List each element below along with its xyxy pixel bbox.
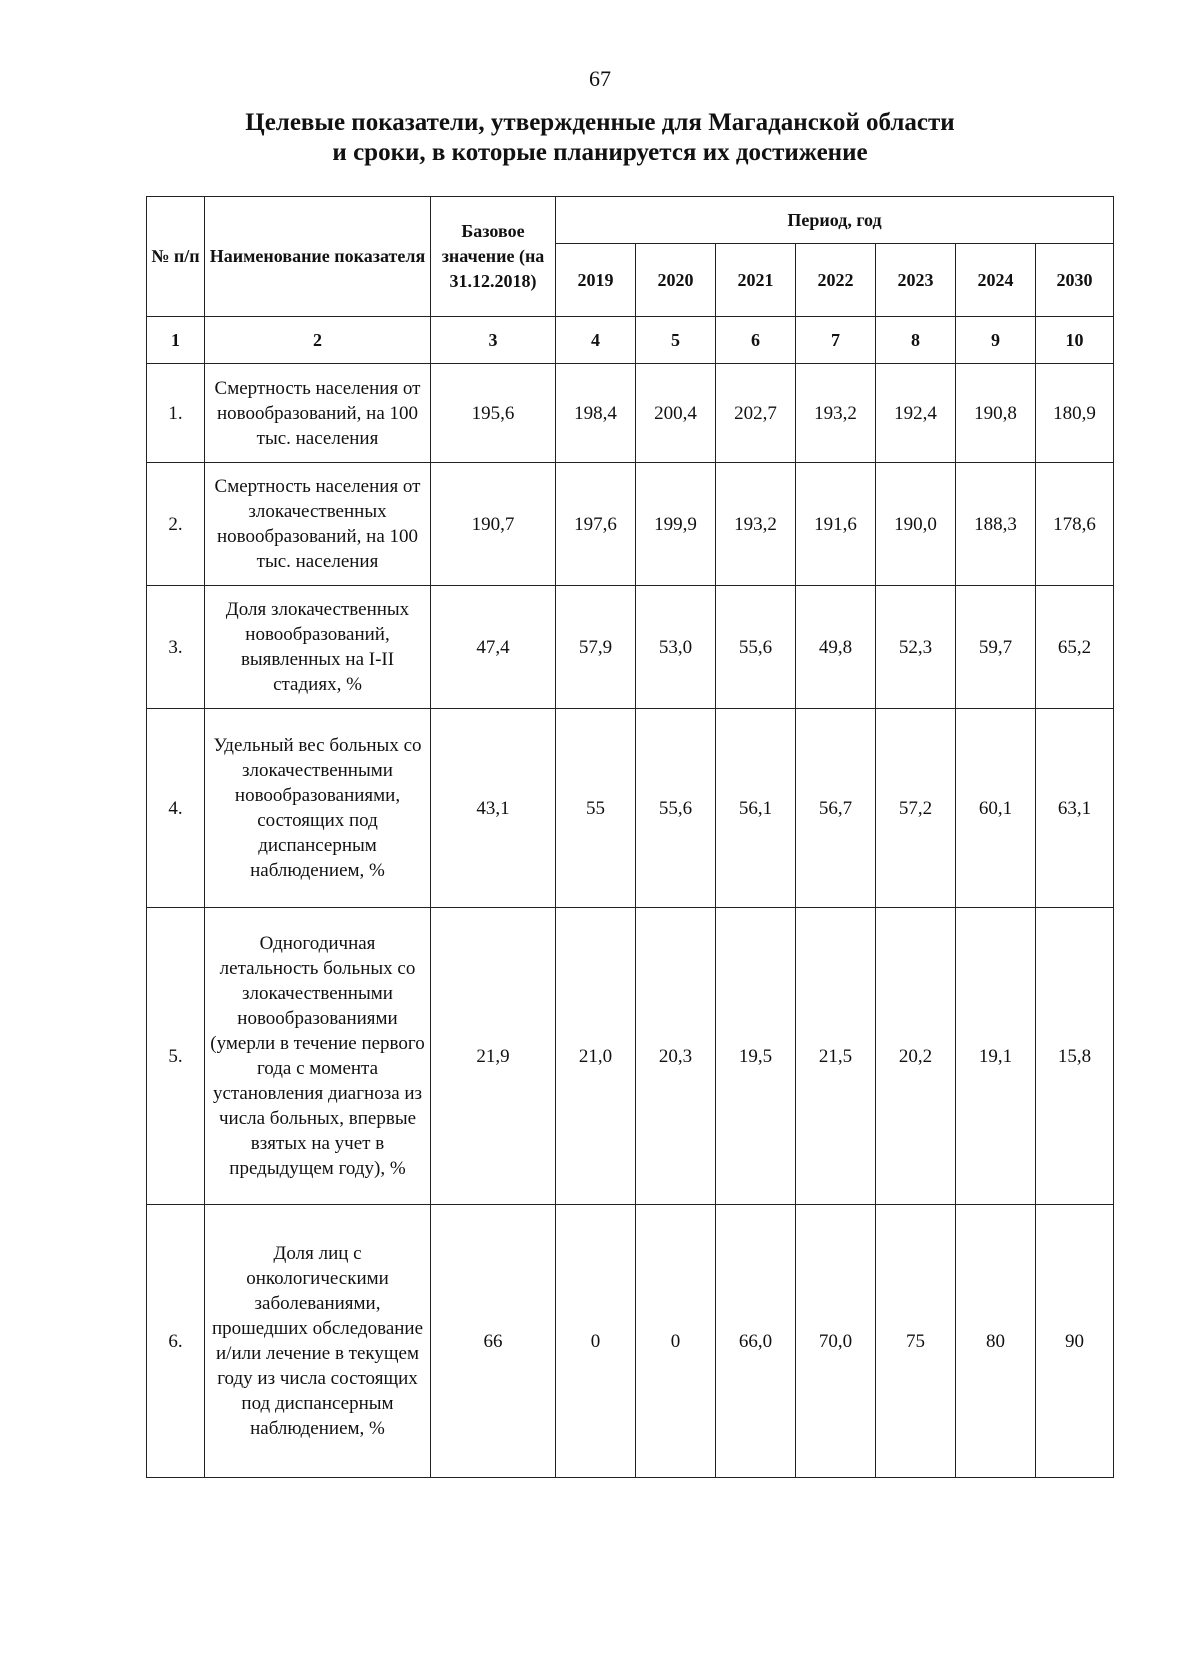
table-row — [147, 586, 1114, 709]
indicator-name: Удельный вес больных со злокачественными новообразованиями, состоящих под диспансерным наблюдением, % — [205, 709, 431, 908]
indicators-table — [146, 196, 1114, 1478]
header-year: 2023 — [876, 244, 956, 317]
table-row — [147, 709, 1114, 908]
row-number: 2. — [147, 463, 205, 586]
column-number: 1 — [147, 317, 205, 364]
year-value: 178,6 — [1036, 463, 1114, 586]
year-value: 21,5 — [796, 908, 876, 1205]
year-value: 20,2 — [876, 908, 956, 1205]
year-value: 60,1 — [956, 709, 1036, 908]
header-year: 2020 — [636, 244, 716, 317]
year-value: 199,9 — [636, 463, 716, 586]
table-row — [147, 908, 1114, 1205]
year-value: 66,0 — [716, 1205, 796, 1478]
year-value: 191,6 — [796, 463, 876, 586]
column-number: 3 — [431, 317, 556, 364]
indicator-name: Смертность населения от злокачественных новообразований, на 100 тыс. населения — [205, 463, 431, 586]
base-value: 47,4 — [431, 586, 556, 709]
header-year: 2019 — [556, 244, 636, 317]
column-number: 8 — [876, 317, 956, 364]
header-year: 2024 — [956, 244, 1036, 317]
header-year: 2030 — [1036, 244, 1114, 317]
title-line-2: и сроки, в которые планируется их достижение — [332, 139, 868, 166]
column-number: 7 — [796, 317, 876, 364]
year-value: 53,0 — [636, 586, 716, 709]
column-number: 2 — [205, 317, 431, 364]
year-value: 56,1 — [716, 709, 796, 908]
year-value: 57,2 — [876, 709, 956, 908]
year-value: 52,3 — [876, 586, 956, 709]
year-value: 65,2 — [1036, 586, 1114, 709]
year-value: 90 — [1036, 1205, 1114, 1478]
year-value: 0 — [636, 1205, 716, 1478]
row-number: 6. — [147, 1205, 205, 1478]
year-value: 70,0 — [796, 1205, 876, 1478]
year-value: 190,8 — [956, 364, 1036, 463]
row-number: 3. — [147, 586, 205, 709]
indicator-name: Доля лиц с онкологическими заболеваниями, прошедших обследование и/или лечение в текущем году из числа состоящих под диспансерным наблюдением, % — [205, 1205, 431, 1478]
year-value: 75 — [876, 1205, 956, 1478]
year-value: 49,8 — [796, 586, 876, 709]
page-number: 67 — [589, 66, 611, 91]
title-line-1: Целевые показатели, утвержденные для Магаданской области — [245, 109, 955, 136]
column-number: 9 — [956, 317, 1036, 364]
base-value: 190,7 — [431, 463, 556, 586]
base-value: 21,9 — [431, 908, 556, 1205]
year-value: 193,2 — [716, 463, 796, 586]
column-number: 4 — [556, 317, 636, 364]
year-value: 55,6 — [716, 586, 796, 709]
indicator-name: Доля злокачественных новообразований, выявленных на I-II стадиях, % — [205, 586, 431, 709]
header-period: Период, год — [556, 197, 1114, 244]
header-base: Базовое значение (на 31.12.2018) — [431, 197, 556, 317]
base-value: 43,1 — [431, 709, 556, 908]
year-value: 20,3 — [636, 908, 716, 1205]
year-value: 80 — [956, 1205, 1036, 1478]
year-value: 19,1 — [956, 908, 1036, 1205]
table-row — [147, 364, 1114, 463]
table-row — [147, 463, 1114, 586]
page-title — [0, 108, 1200, 168]
year-value: 188,3 — [956, 463, 1036, 586]
year-value: 190,0 — [876, 463, 956, 586]
year-value: 63,1 — [1036, 709, 1114, 908]
base-value: 66 — [431, 1205, 556, 1478]
year-value: 59,7 — [956, 586, 1036, 709]
year-value: 55 — [556, 709, 636, 908]
header-name: Наименование показателя — [205, 197, 431, 317]
table-row — [147, 1205, 1114, 1478]
year-value: 193,2 — [796, 364, 876, 463]
row-number: 1. — [147, 364, 205, 463]
column-number: 6 — [716, 317, 796, 364]
row-number: 5. — [147, 908, 205, 1205]
column-number: 5 — [636, 317, 716, 364]
base-value: 195,6 — [431, 364, 556, 463]
header-num: № п/п — [147, 197, 205, 317]
header-year: 2021 — [716, 244, 796, 317]
indicator-name: Одногодичная летальность больных со злокачественными новообразованиями (умерли в течение первого года с момента установления диагноза из числа больных, впервые взятых на учет в предыдущем году), % — [205, 908, 431, 1205]
year-value: 197,6 — [556, 463, 636, 586]
year-value: 19,5 — [716, 908, 796, 1205]
year-value: 55,6 — [636, 709, 716, 908]
year-value: 0 — [556, 1205, 636, 1478]
year-value: 56,7 — [796, 709, 876, 908]
year-value: 21,0 — [556, 908, 636, 1205]
year-value: 198,4 — [556, 364, 636, 463]
year-value: 192,4 — [876, 364, 956, 463]
year-value: 15,8 — [1036, 908, 1114, 1205]
row-number: 4. — [147, 709, 205, 908]
column-number-row — [147, 317, 1114, 364]
year-value: 180,9 — [1036, 364, 1114, 463]
year-value: 202,7 — [716, 364, 796, 463]
header-year: 2022 — [796, 244, 876, 317]
year-value: 57,9 — [556, 586, 636, 709]
indicator-name: Смертность населения от новообразований, на 100 тыс. населения — [205, 364, 431, 463]
year-value: 200,4 — [636, 364, 716, 463]
column-number: 10 — [1036, 317, 1114, 364]
